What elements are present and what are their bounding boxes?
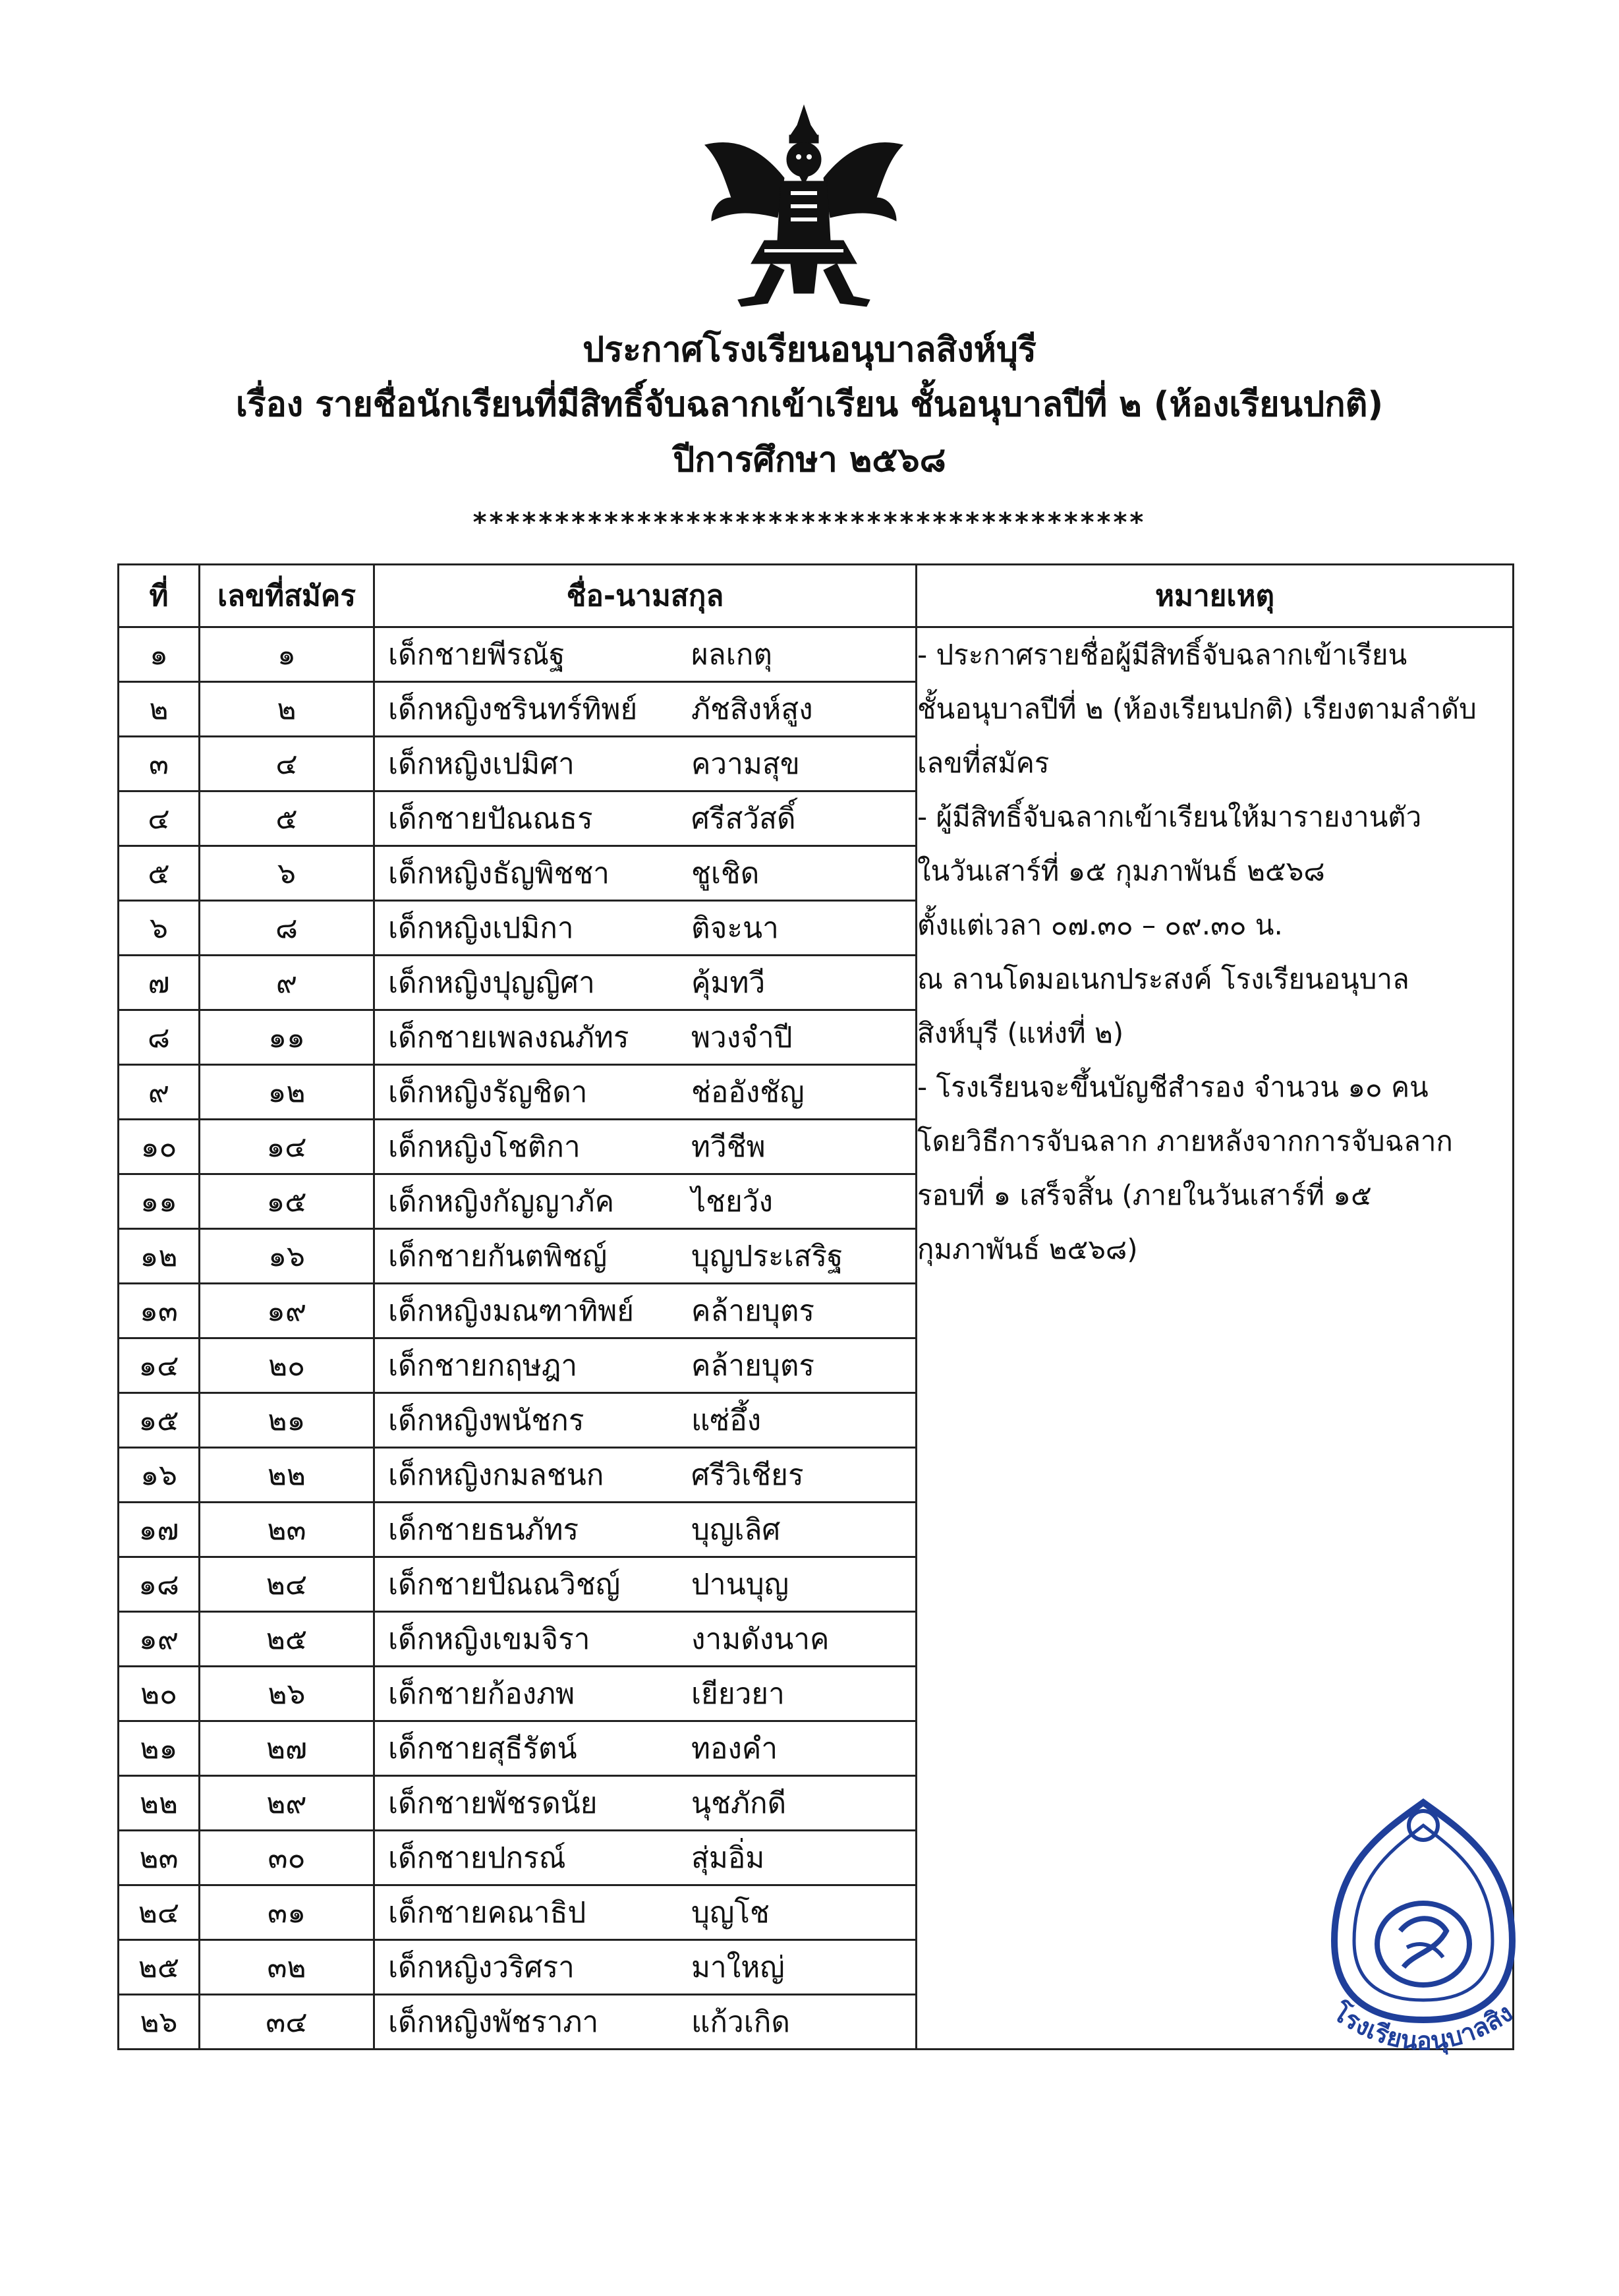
student-name-cell — [374, 1721, 917, 1776]
remark-line: กุมภาพันธ์ ๒๕๖๘) — [917, 1233, 1138, 1265]
student-name-cell — [374, 682, 917, 737]
row-number: ๓ — [119, 737, 200, 791]
student-last-name: ทวีชีพ — [691, 1130, 766, 1164]
student-first-name: เด็กหญิงพนัชกร — [388, 1404, 584, 1437]
student-last-name: ความสุข — [691, 747, 800, 781]
row-number: ๘ — [119, 1010, 200, 1065]
student-last-name: แซ่อึ้ง — [691, 1404, 762, 1437]
remark-line: ชั้นอนุบาลปีที่ ๒ (ห้องเรียนปกติ) เรียงตามลำดับ — [917, 693, 1477, 725]
student-name-cell — [374, 1065, 917, 1120]
application-number: ๑๕ — [200, 1174, 374, 1229]
student-first-name: เด็กชายพัชรดนัย — [388, 1787, 598, 1820]
student-last-name: งามดังนาค — [691, 1622, 830, 1656]
application-number: ๕ — [200, 791, 374, 846]
student-first-name: เด็กชายคณาธิป — [388, 1896, 586, 1930]
student-name-cell — [374, 1776, 917, 1831]
row-number: ๑ — [119, 627, 200, 682]
student-name-cell — [374, 737, 917, 791]
student-name-cell — [374, 956, 917, 1010]
row-number: ๒๑ — [119, 1721, 200, 1776]
row-number: ๙ — [119, 1065, 200, 1120]
student-name-cell — [374, 1120, 917, 1174]
row-number: ๖ — [119, 901, 200, 956]
header-remarks: หมายเหตุ — [917, 565, 1514, 627]
student-name-cell — [374, 1831, 917, 1885]
application-number: ๒๙ — [200, 1776, 374, 1831]
student-last-name: ช่ออังชัญ — [691, 1076, 805, 1109]
academic-year: ปีการศึกษา ๒๕๖๘ — [673, 440, 946, 480]
application-number: ๒๕ — [200, 1612, 374, 1667]
remark-line: โดยวิธีการจับฉลาก ภายหลังจากการจับฉลาก — [917, 1125, 1453, 1157]
student-name-cell — [374, 901, 917, 956]
student-last-name: บุญเลิศ — [691, 1513, 781, 1547]
application-number: ๓๑ — [200, 1885, 374, 1940]
student-first-name: เด็กชายเพลงณภัทร — [388, 1021, 629, 1054]
student-name-cell — [374, 627, 917, 682]
student-name-cell — [374, 1885, 917, 1940]
student-first-name: เด็กชายกันตพิชญ์ — [388, 1240, 608, 1273]
row-number: ๑๒ — [119, 1229, 200, 1284]
row-number: ๒๔ — [119, 1885, 200, 1940]
remark-line: ณ ลานโดมอเนกประสงค์ โรงเรียนอนุบาล — [917, 963, 1409, 995]
student-first-name: เด็กชายกฤษฎา — [388, 1349, 578, 1383]
row-number: ๗ — [119, 956, 200, 1010]
application-number: ๒๑ — [200, 1393, 374, 1448]
student-last-name: ทองคำ — [691, 1732, 778, 1765]
student-first-name: เด็กชายธนภัทร — [388, 1513, 579, 1547]
student-name-cell — [374, 1995, 917, 2050]
student-first-name: เด็กชายก้องภพ — [388, 1677, 575, 1711]
student-last-name: คุ้มทวี — [691, 966, 766, 1000]
application-number: ๑๑ — [200, 1010, 374, 1065]
student-first-name: เด็กชายสุธีรัตน์ — [388, 1732, 577, 1765]
row-number: ๔ — [119, 791, 200, 846]
student-first-name: เด็กหญิงชรินทร์ทิพย์ — [388, 693, 638, 726]
application-number: ๑๖ — [200, 1229, 374, 1284]
student-last-name: คล้ายบุตร — [691, 1294, 815, 1328]
student-last-name: บุญโช — [691, 1896, 770, 1930]
student-name-cell — [374, 1448, 917, 1503]
student-first-name: เด็กหญิงปุญญิศา — [388, 966, 595, 1000]
student-name-cell — [374, 1940, 917, 1995]
row-number: ๒๖ — [119, 1995, 200, 2050]
row-number: ๑๗ — [119, 1503, 200, 1557]
student-first-name: เด็กหญิงโชติกา — [388, 1130, 581, 1164]
application-number: ๓๔ — [200, 1995, 374, 2050]
remark-line: - ผู้มีสิทธิ์จับฉลากเข้าเรียนให้มารายงานตัว — [917, 801, 1422, 833]
application-number: ๒๓ — [200, 1503, 374, 1557]
application-number: ๒๖ — [200, 1667, 374, 1721]
seal-text: โรงเรียนอนุบาลสิง — [1327, 1997, 1518, 2056]
table-header-row — [119, 565, 1514, 627]
application-number: ๒๔ — [200, 1557, 374, 1612]
student-name-cell — [374, 1612, 917, 1667]
row-number: ๒๒ — [119, 1776, 200, 1831]
student-name-cell — [374, 1010, 917, 1065]
remark-line: - โรงเรียนจะขึ้นบัญชีสำรอง จำนวน ๑๐ คน — [917, 1071, 1429, 1103]
student-first-name: เด็กหญิงพัชราภา — [388, 2005, 599, 2039]
row-number: ๑๘ — [119, 1557, 200, 1612]
row-number: ๒๐ — [119, 1667, 200, 1721]
student-first-name: เด็กหญิงเปมิศา — [388, 747, 575, 781]
row-number: ๑๓ — [119, 1284, 200, 1338]
application-number: ๒๗ — [200, 1721, 374, 1776]
student-first-name: เด็กชายพีรณัฐ — [388, 638, 565, 672]
student-name-cell — [374, 1393, 917, 1448]
row-number: ๑๖ — [119, 1448, 200, 1503]
student-last-name: คล้ายบุตร — [691, 1349, 815, 1383]
application-number: ๖ — [200, 846, 374, 901]
student-last-name: ศรีสวัสดิ์ — [691, 802, 796, 836]
application-number: ๒๐ — [200, 1338, 374, 1393]
student-first-name: เด็กหญิงเขมจิรา — [388, 1622, 590, 1656]
remark-line: สิงห์บุรี (แห่งที่ ๒) — [917, 1017, 1124, 1049]
student-last-name: ติจะนา — [691, 911, 779, 945]
remark-line: ตั้งแต่เวลา ๐๗.๓๐ – ๐๙.๓๐ น. — [917, 909, 1283, 941]
school-seal-icon — [1315, 1789, 1532, 2079]
row-number: ๑๔ — [119, 1338, 200, 1393]
student-name-cell — [374, 1667, 917, 1721]
garuda-emblem-icon — [692, 99, 916, 316]
student-first-name: เด็กหญิงธัญพิชชา — [388, 857, 610, 890]
application-number: ๒๒ — [200, 1448, 374, 1503]
student-last-name: พวงจำปี — [691, 1021, 793, 1054]
announcement-title: ประกาศโรงเรียนอนุบาลสิงห์บุรี — [582, 330, 1037, 370]
student-name-cell — [374, 791, 917, 846]
student-last-name: ศรีวิเชียร — [691, 1458, 804, 1492]
application-number: ๑๔ — [200, 1120, 374, 1174]
application-number: ๘ — [200, 901, 374, 956]
student-last-name: ภัชสิงห์สูง — [691, 693, 813, 726]
row-number: ๑๑ — [119, 1174, 200, 1229]
row-number: ๒๕ — [119, 1940, 200, 1995]
remark-line: ในวันเสาร์ที่ ๑๕ กุมภาพันธ์ ๒๕๖๘ — [917, 855, 1325, 887]
application-number: ๑๙ — [200, 1284, 374, 1338]
row-number: ๒ — [119, 682, 200, 737]
student-first-name: เด็กชายปกรณ์ — [388, 1841, 566, 1875]
remark-line: - ประกาศรายชื่อผู้มีสิทธิ์จับฉลากเข้าเรียน — [917, 639, 1407, 671]
application-number: ๔ — [200, 737, 374, 791]
student-name-cell — [374, 1174, 917, 1229]
student-name-cell — [374, 846, 917, 901]
student-last-name: ไชยวัง — [691, 1185, 773, 1219]
student-last-name: มาใหญ่ — [691, 1951, 785, 1984]
student-last-name: แก้วเกิด — [691, 2005, 790, 2039]
student-first-name: เด็กหญิงกมลชนก — [388, 1458, 604, 1492]
student-name-cell — [374, 1503, 917, 1557]
student-last-name: สุ่มอิ่ม — [691, 1841, 765, 1875]
row-number: ๑๙ — [119, 1612, 200, 1667]
header-full-name: ชื่อ-นามสกุล — [374, 565, 917, 627]
separator-line: ***************************************** — [472, 507, 1147, 538]
remark-line: รอบที่ ๑ เสร็จสิ้น (ภายในวันเสาร์ที่ ๑๕ — [917, 1179, 1372, 1211]
row-number: ๒๓ — [119, 1831, 200, 1885]
student-last-name: เยียวยา — [691, 1677, 785, 1711]
student-last-name: ปานบุญ — [691, 1568, 789, 1601]
announcement-subject: เรื่อง รายชื่อนักเรียนที่มีสิทธิ์จับฉลากเข้าเรียน ชั้นอนุบาลปีที่ ๒ (ห้องเรียนปกติ) — [235, 385, 1384, 424]
student-name-cell — [374, 1557, 917, 1612]
student-first-name: เด็กหญิงกัญญาภัค — [388, 1185, 614, 1219]
application-number: ๓๒ — [200, 1940, 374, 1995]
table-row — [119, 627, 1514, 682]
student-first-name: เด็กหญิงวริศรา — [388, 1951, 575, 1984]
student-first-name: เด็กหญิงเปมิกา — [388, 911, 574, 945]
remark-line: เลขที่สมัคร — [917, 747, 1050, 779]
application-number: ๑ — [200, 627, 374, 682]
student-first-name: เด็กหญิงรัญชิดา — [388, 1076, 588, 1109]
student-first-name: เด็กชายปัณณวิชญ์ — [388, 1568, 621, 1601]
student-last-name: นุชภักดี — [691, 1787, 787, 1820]
row-number: ๕ — [119, 846, 200, 901]
student-first-name: เด็กหญิงมณฑาทิพย์ — [388, 1294, 635, 1328]
application-number: ๙ — [200, 956, 374, 1010]
student-name-cell — [374, 1229, 917, 1284]
row-number: ๑๐ — [119, 1120, 200, 1174]
student-name-cell — [374, 1284, 917, 1338]
student-last-name: ชูเชิด — [691, 857, 760, 890]
header-application-no: เลขที่สมัคร — [200, 565, 374, 627]
application-number: ๓๐ — [200, 1831, 374, 1885]
student-last-name: ผลเกตุ — [691, 638, 772, 672]
row-number: ๑๕ — [119, 1393, 200, 1448]
header-no: ที่ — [119, 565, 200, 627]
student-last-name: บุญประเสริฐ — [691, 1240, 843, 1273]
application-number: ๑๒ — [200, 1065, 374, 1120]
application-number: ๒ — [200, 682, 374, 737]
student-name-cell — [374, 1338, 917, 1393]
student-first-name: เด็กชายปัณณธร — [388, 802, 593, 836]
student-table — [117, 563, 1514, 2050]
